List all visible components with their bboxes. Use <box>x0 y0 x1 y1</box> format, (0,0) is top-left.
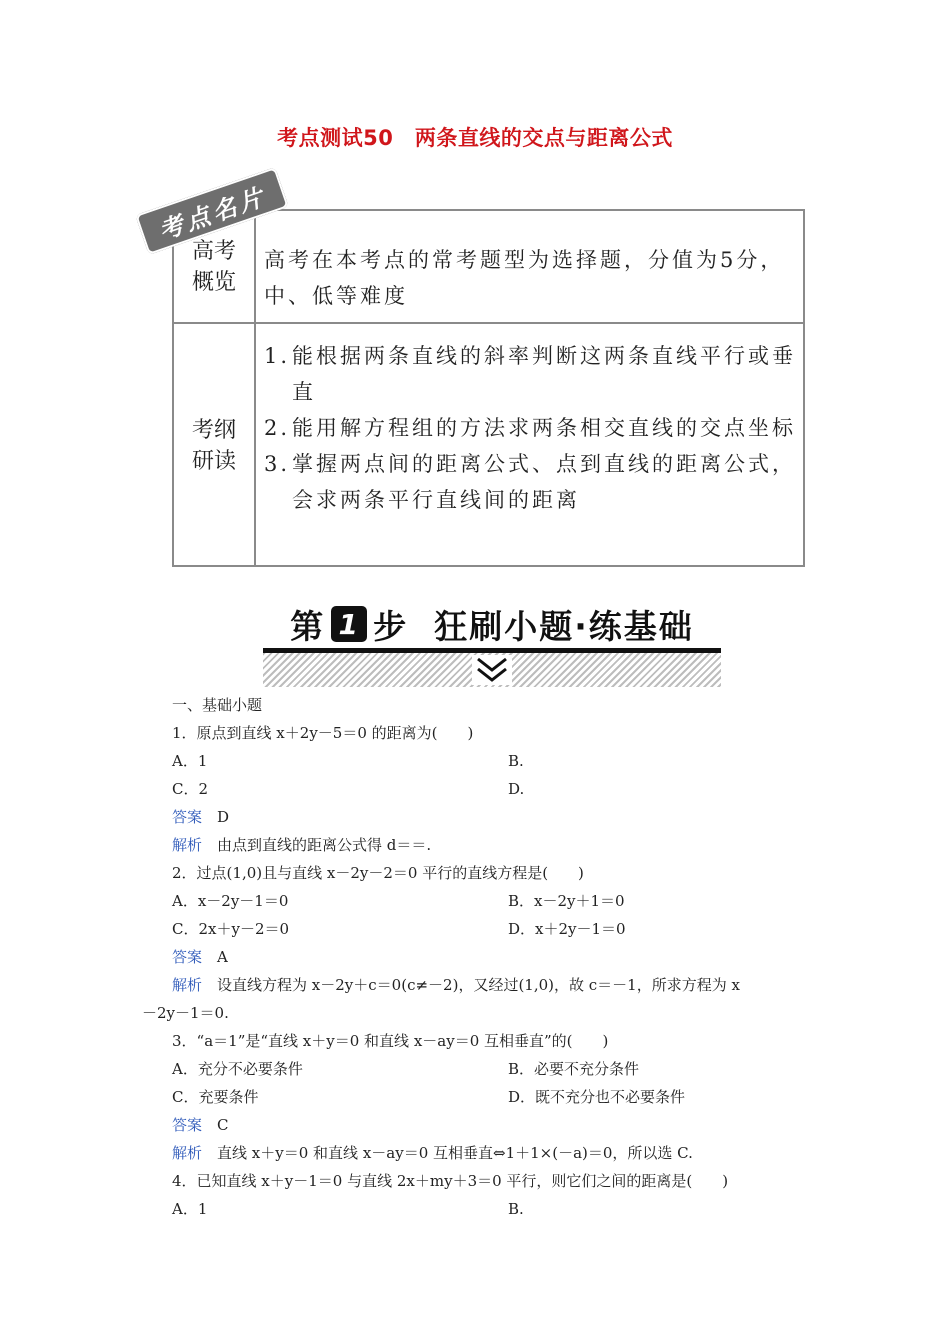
label-line: 考纲 <box>191 417 236 443</box>
step-number-badge: 1 <box>331 606 367 642</box>
card-row-syllabus <box>174 324 803 567</box>
section-heading: 一、基础小题 <box>172 696 263 714</box>
analysis-text: 设直线方程为 x－2y＋c＝0(c≠－2)，又经过(1,0)，故 c＝－1，所求方程为 x <box>217 976 740 994</box>
question-stem: 1．原点到直线 x＋2y－5＝0 的距离为( ) <box>172 724 474 742</box>
card-tag: 考点名片 <box>135 167 289 255</box>
option: B. <box>508 1200 524 1218</box>
step-banner <box>263 600 721 690</box>
analysis-line <box>172 973 740 997</box>
answer-label: 答案 <box>172 808 203 826</box>
answer-label: 答案 <box>172 948 203 966</box>
item-number: 2. <box>264 416 291 440</box>
analysis-label: 解析 <box>172 1144 203 1162</box>
syllabus-item <box>264 338 797 410</box>
analysis-text: 直线 x＋y＝0 和直线 x－ay＝0 互相垂直⇔1＋1×(－a)＝0，所以选 C. <box>217 1144 693 1162</box>
analysis-text: 由点到直线的距离公式得 d＝＝. <box>217 836 432 854</box>
question-stem: 4．已知直线 x＋y－1＝0 与直线 2x＋my＋3＝0 平行，则它们之间的距离是( ) <box>172 1172 729 1190</box>
item-number: 1. <box>264 344 291 368</box>
option: B．x－2y＋1＝0 <box>508 892 625 910</box>
option: D．x＋2y－1＝0 <box>508 920 626 938</box>
row-content <box>264 324 797 567</box>
analysis-label: 解析 <box>172 976 203 994</box>
item-number: 3. <box>264 452 291 476</box>
option: D. <box>508 780 525 798</box>
option: C．充要条件 <box>172 1088 259 1106</box>
question-stem: 2．过点(1,0)且与直线 x－2y－2＝0 平行的直线方程是( ) <box>172 864 584 882</box>
analysis-continuation: －2y－1＝0. <box>142 1004 229 1022</box>
item-text: 掌握两点间的距离公式、点到直线的距离公式，会求两条平行直线间的距离 <box>292 452 796 512</box>
question-stem: 3．“a＝1”是“直线 x＋y＝0 和直线 x－ay＝0 互相垂直”的( ) <box>172 1032 609 1050</box>
label-line: 高考 <box>191 238 236 264</box>
option: D．既不充分也不必要条件 <box>508 1088 686 1106</box>
answer-value: D <box>217 808 230 826</box>
option: A．x－2y－1＝0 <box>172 892 289 910</box>
page-title: 考点测试50 两条直线的交点与距离公式 <box>277 126 673 150</box>
option: A．1 <box>172 1200 208 1218</box>
analysis-line <box>172 833 431 857</box>
label-line: 概览 <box>191 269 236 295</box>
step-suffix: 步 <box>373 606 409 646</box>
step-prefix: 第 <box>290 606 326 646</box>
double-chevron-down-icon <box>472 655 512 685</box>
answer-line <box>172 805 229 829</box>
info-card <box>172 209 805 567</box>
answer-line <box>172 945 228 969</box>
syllabus-item <box>264 446 797 518</box>
option: A．1 <box>172 752 208 770</box>
answer-line <box>172 1113 229 1137</box>
option: C．2 <box>172 780 209 798</box>
step-heading <box>263 600 721 648</box>
row-label <box>174 324 256 567</box>
analysis-line <box>172 1141 693 1165</box>
row-content: 高考在本考点的常考题型为选择题，分值为5分，中、低等难度 <box>264 248 785 308</box>
option: B. <box>508 752 524 770</box>
analysis-label: 解析 <box>172 836 203 854</box>
item-text: 能用解方程组的方法求两条相交直线的交点坐标 <box>292 416 796 440</box>
option: A．充分不必要条件 <box>172 1060 303 1078</box>
syllabus-item <box>264 410 797 446</box>
option: C．2x＋y－2＝0 <box>172 920 290 938</box>
option: B．必要不充分条件 <box>508 1060 640 1078</box>
answer-value: A <box>217 948 228 966</box>
label-line: 研读 <box>191 448 236 474</box>
step-title: 狂刷小题·练基础 <box>434 606 694 646</box>
item-text: 能根据两条直线的斜率判断这两条直线平行或垂直 <box>292 344 796 404</box>
answer-label: 答案 <box>172 1116 203 1134</box>
answer-value: C <box>217 1116 229 1134</box>
